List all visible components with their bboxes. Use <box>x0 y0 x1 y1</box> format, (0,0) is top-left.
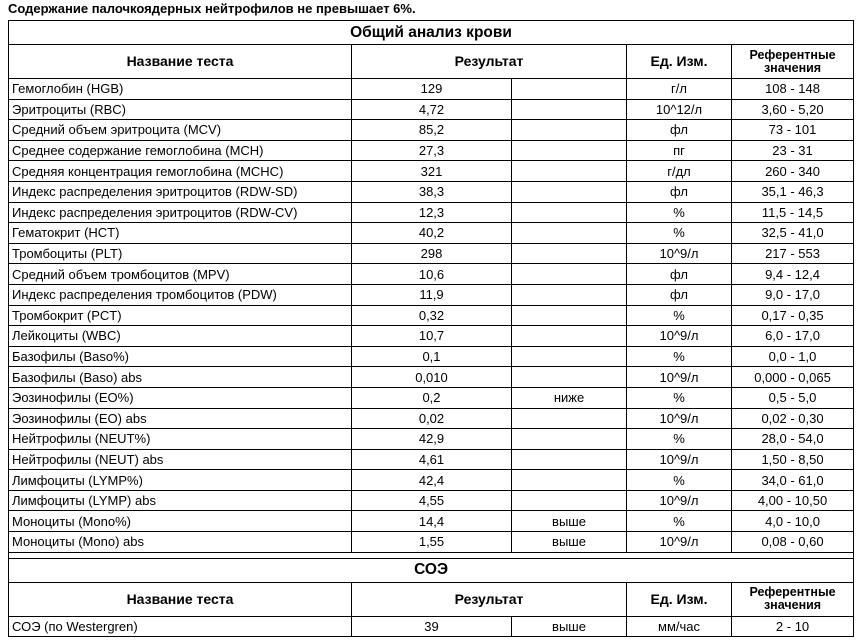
test-name: Индекс распределения тромбоцитов (PDW) <box>9 284 352 305</box>
result-flag <box>512 346 627 367</box>
column-header-reference: Референтные значения <box>732 45 854 79</box>
reference-range: 0,000 - 0,065 <box>732 367 854 388</box>
result-flag <box>512 202 627 223</box>
result-flag <box>512 79 627 100</box>
test-unit: 10^9/л <box>627 367 732 388</box>
result-flag <box>512 470 627 491</box>
reference-range: 32,5 - 41,0 <box>732 223 854 244</box>
test-name: СОЭ (по Westergren) <box>9 616 352 637</box>
test-name: Эозинофилы (EO%) <box>9 387 352 408</box>
result-flag <box>512 449 627 470</box>
test-name: Лимфоциты (LYMP%) <box>9 470 352 491</box>
reference-range: 4,0 - 10,0 <box>732 511 854 532</box>
table-row <box>9 161 854 182</box>
result-flag <box>512 140 627 161</box>
result-flag: выше <box>512 532 627 553</box>
esr-header-row <box>9 582 854 616</box>
test-result: 0,02 <box>352 408 512 429</box>
table-row <box>9 346 854 367</box>
table-row <box>9 79 854 100</box>
cbc-title-row <box>9 21 854 45</box>
test-result: 4,55 <box>352 490 512 511</box>
table-row <box>9 470 854 491</box>
test-result: 10,6 <box>352 264 512 285</box>
reference-range: 0,0 - 1,0 <box>732 346 854 367</box>
cbc-header-row <box>9 45 854 79</box>
section-title: Общий анализ крови <box>9 21 854 45</box>
test-name: Тромбокрит (PCT) <box>9 305 352 326</box>
test-result: 42,9 <box>352 429 512 450</box>
test-result: 0,32 <box>352 305 512 326</box>
test-unit: 10^9/л <box>627 326 732 347</box>
test-unit: % <box>627 429 732 450</box>
test-name: Моноциты (Mono%) <box>9 511 352 532</box>
test-result: 0,2 <box>352 387 512 408</box>
test-result: 38,3 <box>352 181 512 202</box>
test-result: 85,2 <box>352 120 512 141</box>
test-name: Эритроциты (RBC) <box>9 99 352 120</box>
reference-range: 23 - 31 <box>732 140 854 161</box>
test-unit: г/л <box>627 79 732 100</box>
test-result: 1,55 <box>352 532 512 553</box>
test-unit: % <box>627 223 732 244</box>
test-result: 42,4 <box>352 470 512 491</box>
table-row <box>9 532 854 553</box>
test-result: 129 <box>352 79 512 100</box>
test-result: 39 <box>352 616 512 637</box>
test-result: 40,2 <box>352 223 512 244</box>
result-flag: ниже <box>512 387 627 408</box>
test-name: Среднее содержание гемоглобина (MCH) <box>9 140 352 161</box>
result-flag <box>512 264 627 285</box>
test-name: Базофилы (Baso%) <box>9 346 352 367</box>
reference-range: 108 - 148 <box>732 79 854 100</box>
table-row <box>9 367 854 388</box>
esr-title-row <box>9 558 854 582</box>
reference-range: 0,02 - 0,30 <box>732 408 854 429</box>
reference-range: 0,5 - 5,0 <box>732 387 854 408</box>
table-row <box>9 202 854 223</box>
test-result: 298 <box>352 243 512 264</box>
test-name: Нейтрофилы (NEUT) abs <box>9 449 352 470</box>
column-header-result: Результат <box>352 582 627 616</box>
table-row <box>9 120 854 141</box>
test-name: Лимфоциты (LYMP) abs <box>9 490 352 511</box>
test-name: Моноциты (Mono) abs <box>9 532 352 553</box>
table-row <box>9 408 854 429</box>
test-unit: мм/час <box>627 616 732 637</box>
test-result: 4,72 <box>352 99 512 120</box>
lab-results-table <box>8 20 854 637</box>
test-result: 11,9 <box>352 284 512 305</box>
neutrophil-note: Содержание палочкоядерных нейтрофилов не превышает 6%. <box>8 1 416 16</box>
test-name: Тромбоциты (PLT) <box>9 243 352 264</box>
column-header-reference: Референтные значения <box>732 582 854 616</box>
test-unit: 10^9/л <box>627 490 732 511</box>
test-name: Индекс распределения эритроцитов (RDW-SD) <box>9 181 352 202</box>
reference-range: 73 - 101 <box>732 120 854 141</box>
reference-range: 34,0 - 61,0 <box>732 470 854 491</box>
result-flag: выше <box>512 511 627 532</box>
test-unit: 10^9/л <box>627 449 732 470</box>
result-flag <box>512 223 627 244</box>
result-flag <box>512 326 627 347</box>
table-row <box>9 223 854 244</box>
result-flag <box>512 99 627 120</box>
reference-range: 1,50 - 8,50 <box>732 449 854 470</box>
test-result: 4,61 <box>352 449 512 470</box>
test-unit: фл <box>627 181 732 202</box>
test-result: 0,1 <box>352 346 512 367</box>
test-result: 27,3 <box>352 140 512 161</box>
test-unit: фл <box>627 284 732 305</box>
column-header-name: Название теста <box>9 45 352 79</box>
table-row <box>9 490 854 511</box>
test-unit: % <box>627 511 732 532</box>
reference-range: 3,60 - 5,20 <box>732 99 854 120</box>
test-name: Средний объем эритроцита (MCV) <box>9 120 352 141</box>
table-row <box>9 140 854 161</box>
test-name: Средняя концентрация гемоглобина (MCHC) <box>9 161 352 182</box>
table-row <box>9 511 854 532</box>
test-unit: пг <box>627 140 732 161</box>
test-name: Лейкоциты (WBC) <box>9 326 352 347</box>
table-row <box>9 429 854 450</box>
table-row <box>9 181 854 202</box>
test-name: Базофилы (Baso) abs <box>9 367 352 388</box>
result-flag: выше <box>512 616 627 637</box>
column-header-unit: Ед. Изм. <box>627 582 732 616</box>
section-title: СОЭ <box>9 558 854 582</box>
test-unit: г/дл <box>627 161 732 182</box>
table-row <box>9 326 854 347</box>
result-flag <box>512 367 627 388</box>
column-header-result: Результат <box>352 45 627 79</box>
test-result: 14,4 <box>352 511 512 532</box>
lab-results-body <box>9 21 854 637</box>
result-flag <box>512 305 627 326</box>
test-unit: % <box>627 387 732 408</box>
test-name: Средний объем тромбоцитов (MPV) <box>9 264 352 285</box>
test-unit: % <box>627 470 732 491</box>
reference-range: 35,1 - 46,3 <box>732 181 854 202</box>
test-name: Гемоглобин (HGB) <box>9 79 352 100</box>
reference-range: 217 - 553 <box>732 243 854 264</box>
reference-range: 2 - 10 <box>732 616 854 637</box>
test-unit: % <box>627 305 732 326</box>
result-flag <box>512 429 627 450</box>
result-flag <box>512 490 627 511</box>
test-unit: % <box>627 202 732 223</box>
test-unit: % <box>627 346 732 367</box>
table-row <box>9 387 854 408</box>
result-flag <box>512 120 627 141</box>
test-name: Гематокрит (HCT) <box>9 223 352 244</box>
reference-range: 9,0 - 17,0 <box>732 284 854 305</box>
table-row <box>9 284 854 305</box>
table-row <box>9 243 854 264</box>
test-result: 0,010 <box>352 367 512 388</box>
reference-range: 6,0 - 17,0 <box>732 326 854 347</box>
test-unit: фл <box>627 264 732 285</box>
table-row <box>9 99 854 120</box>
table-row <box>9 616 854 637</box>
result-flag <box>512 243 627 264</box>
test-result: 321 <box>352 161 512 182</box>
test-unit: 10^12/л <box>627 99 732 120</box>
reference-range: 4,00 - 10,50 <box>732 490 854 511</box>
reference-range: 0,17 - 0,35 <box>732 305 854 326</box>
table-row <box>9 264 854 285</box>
reference-range: 0,08 - 0,60 <box>732 532 854 553</box>
result-flag <box>512 284 627 305</box>
table-row <box>9 449 854 470</box>
column-header-unit: Ед. Изм. <box>627 45 732 79</box>
test-unit: 10^9/л <box>627 408 732 429</box>
result-flag <box>512 181 627 202</box>
test-result: 10,7 <box>352 326 512 347</box>
reference-range: 260 - 340 <box>732 161 854 182</box>
result-flag <box>512 408 627 429</box>
test-name: Нейтрофилы (NEUT%) <box>9 429 352 450</box>
result-flag <box>512 161 627 182</box>
reference-range: 9,4 - 12,4 <box>732 264 854 285</box>
test-result: 12,3 <box>352 202 512 223</box>
test-unit: фл <box>627 120 732 141</box>
column-header-name: Название теста <box>9 582 352 616</box>
test-name: Эозинофилы (EO) abs <box>9 408 352 429</box>
reference-range: 11,5 - 14,5 <box>732 202 854 223</box>
table-row <box>9 305 854 326</box>
test-name: Индекс распределения эритроцитов (RDW-CV) <box>9 202 352 223</box>
reference-range: 28,0 - 54,0 <box>732 429 854 450</box>
test-unit: 10^9/л <box>627 243 732 264</box>
test-unit: 10^9/л <box>627 532 732 553</box>
